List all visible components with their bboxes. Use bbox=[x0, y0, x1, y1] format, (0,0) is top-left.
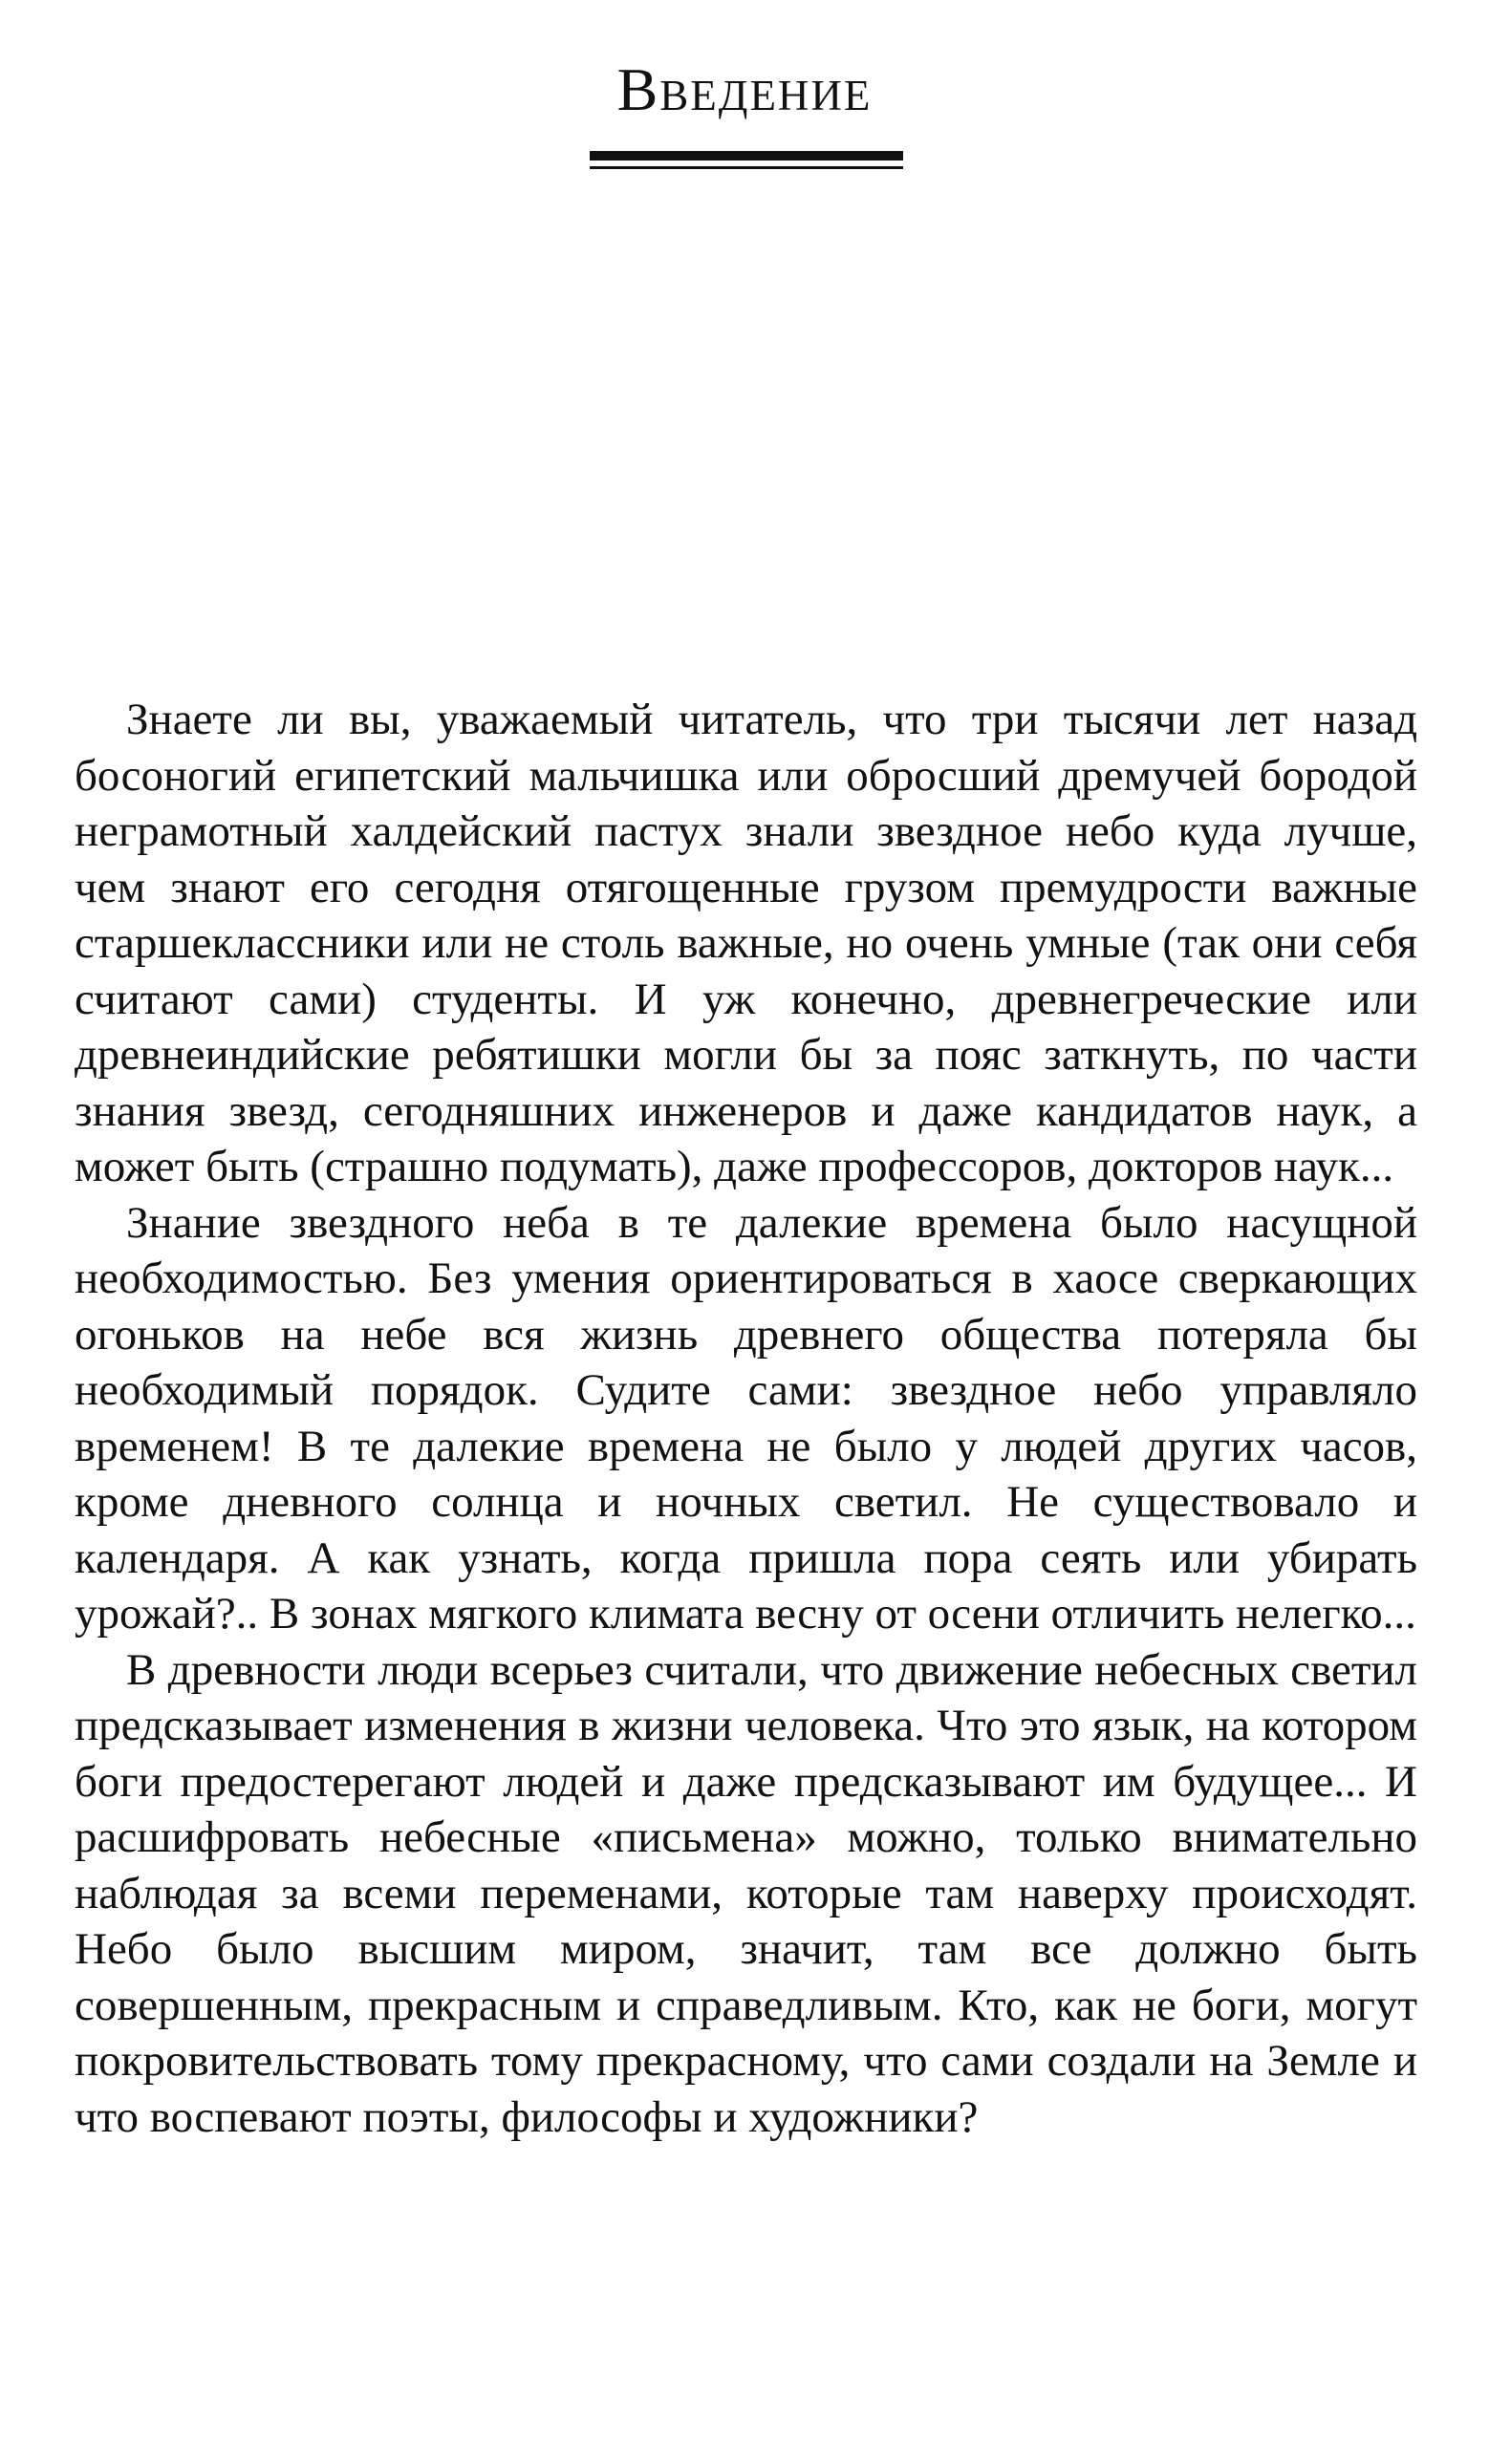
title-underline-thin bbox=[590, 166, 903, 169]
title-underline-thick bbox=[590, 151, 903, 161]
chapter-body bbox=[75, 692, 1417, 2145]
paragraph-1: Знаете ли вы, уважаемый читатель, что три тысячи лет назад босоногий египетский мальчишка или обросший дремучей бородой неграмотный халдейский пастух знали звездное небо куда лучше, чем знают его сегодня отягощенные грузом премудрости важные старшеклассники или не столь важные, но очень умные (так они себя считают сами) студенты. И уж конечно, древнегреческие или древнеиндийские ребятишки могли бы за пояс заткнуть, по части знания звезд, сегодняшних инженеров и даже кандидатов наук, а может быть (страшно подумать), даже профессоров, докторов наук... bbox=[75, 695, 1417, 1191]
chapter-title: Введение bbox=[616, 55, 873, 123]
paragraph-3: В древности люди всерьез считали, что движение небесных светил предсказывает изменения в жизни человека. Что это язык, на котором боги предостерегают людей и даже предсказывают им будущее... И расшифровать небесные «письмена» можно, только внимательно наблюдая за всеми переменами, которые там наверху происходят. Небо было высшим миром, значит, там все должно быть совершенным, прекрасным и справедливым. Кто, как не боги, могут покровительствовать тому прекрасному, что сами создали на Земле и что воспевают поэты, философы и художники? bbox=[75, 1644, 1417, 2142]
paragraph-2: Знание звездного неба в те далекие времена было насущной необходимостью. Без умения ориентироваться в хаосе сверкающих огоньков на небе вся жизнь древнего общества потеряла бы необходимый порядок. Судите сами: звездное небо управляло временем! В те далекие времена не было у людей других часов, кроме дневного солнца и ночных светил. Не существовало и календаря. А как узнать, когда пришла пора сеять или убирать урожай?.. В зонах мягкого климата весну от осени отличить нелегко... bbox=[75, 1197, 1417, 1639]
